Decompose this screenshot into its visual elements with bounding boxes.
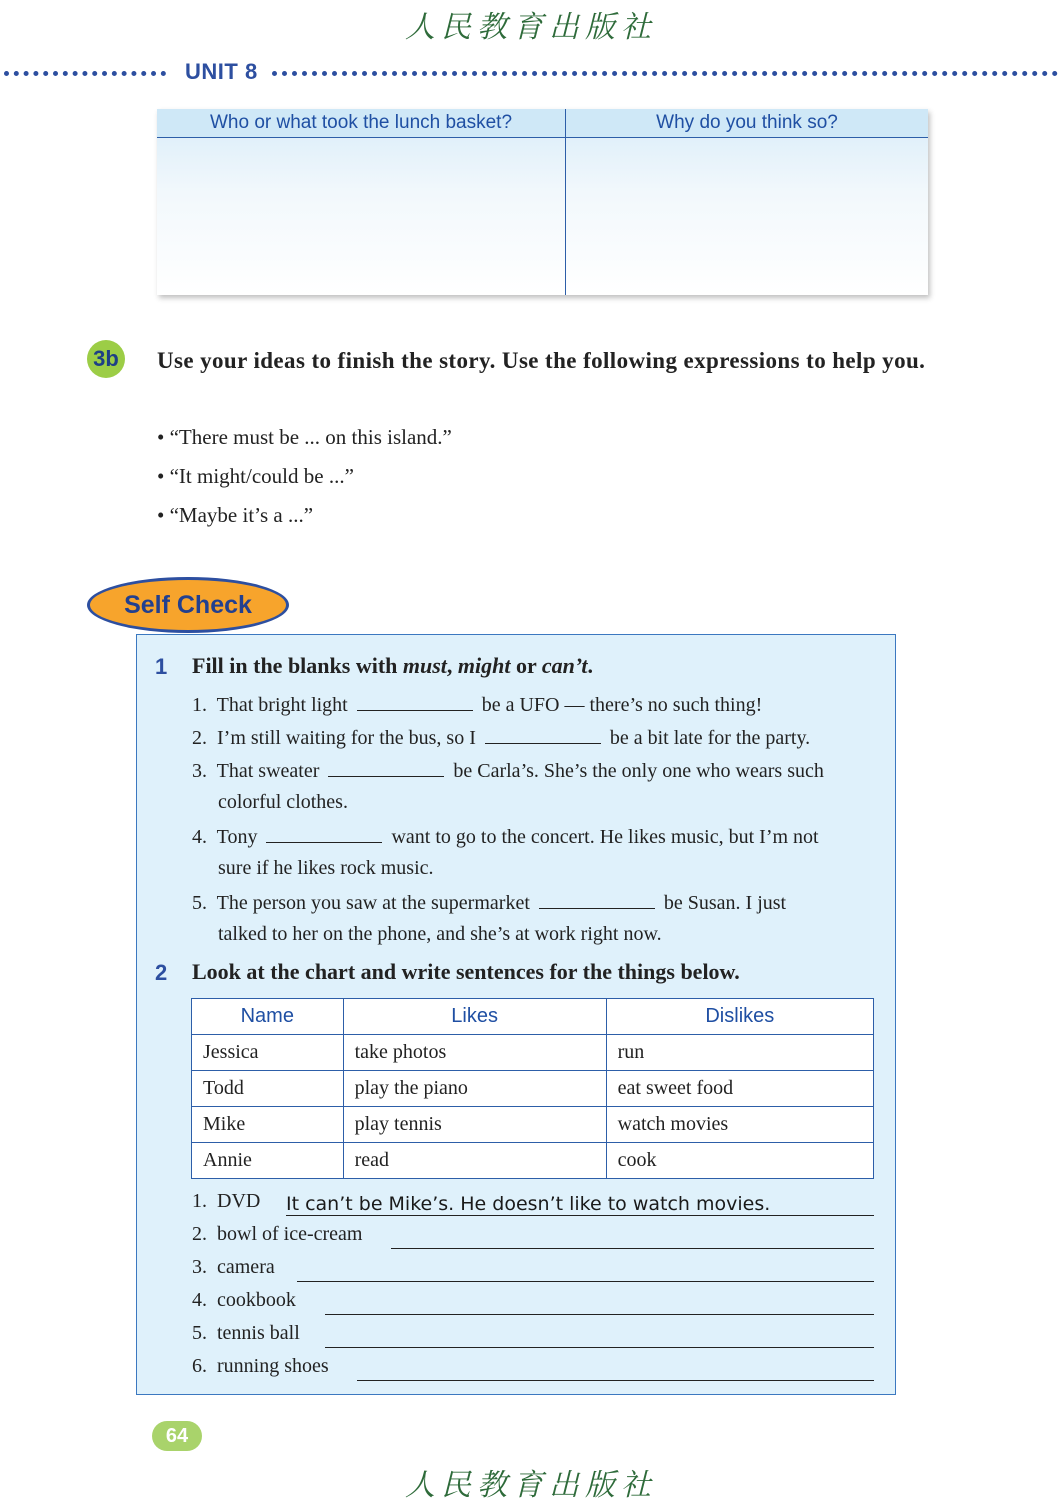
fill-blank[interactable]: [539, 890, 655, 909]
answer-row: [192, 1355, 329, 1378]
fill-blank[interactable]: [357, 692, 473, 711]
item-number: 2.: [192, 1223, 207, 1245]
chart-header-row: [192, 999, 874, 1035]
chart-cell-dislikes: eat sweet food: [606, 1071, 873, 1107]
answer-item-label: camera: [217, 1256, 275, 1278]
answer-line[interactable]: [325, 1314, 874, 1315]
item-continuation: sure if he likes rock music.: [218, 857, 434, 879]
header-dots-right: [272, 71, 1058, 76]
idea-col-who-header: Who or what took the lunch basket?: [157, 109, 565, 138]
answer-line[interactable]: [297, 1281, 874, 1282]
likes-dislikes-chart: [191, 998, 874, 1179]
unit-label: UNIT 8: [185, 59, 258, 84]
item-text-after: be Carla’s. She’s the only one who wears such: [453, 760, 824, 782]
exercise-1-title: [192, 653, 593, 679]
item-text-before: Tony: [216, 826, 258, 848]
expression-item: • “Maybe it’s a ...”: [157, 503, 314, 527]
answer-item-label: DVD: [217, 1190, 261, 1212]
chart-cell-dislikes: cook: [606, 1143, 873, 1179]
chart-cell-name: Jessica: [192, 1035, 344, 1071]
answer-item-label: running shoes: [217, 1355, 329, 1377]
table-row: [192, 1107, 874, 1143]
section-3b-instruction: Use your ideas to finish the story. Use the following expressions to help you.: [157, 348, 926, 373]
table-row: [192, 1035, 874, 1071]
answer-row: [192, 1223, 362, 1246]
expression-item: • “There must be ... on this island.”: [157, 425, 452, 449]
answer-line[interactable]: [357, 1380, 874, 1381]
chart-cell-name: Mike: [192, 1107, 344, 1143]
answer-item-label: bowl of ice-cream: [217, 1223, 363, 1245]
item-number: 4.: [192, 826, 207, 848]
item-text-after: be a UFO — there’s no such thing!: [481, 694, 763, 716]
exercise-2-number: 2: [155, 960, 168, 985]
chart-cell-likes: take photos: [343, 1035, 606, 1071]
item-number: 5.: [192, 892, 207, 914]
header-dots-left: [4, 71, 166, 76]
answer-item-label: tennis ball: [217, 1322, 300, 1344]
fill-blank[interactable]: [328, 758, 444, 777]
exercise-1-item: [192, 758, 824, 783]
item-text-before: The person you saw at the supermarket: [216, 892, 530, 914]
chart-header-name: Name: [192, 999, 344, 1035]
exercise-1-item: [192, 725, 810, 750]
answer-row: [192, 1190, 260, 1213]
exercise-1-item: [192, 890, 786, 915]
chart-cell-dislikes: watch movies: [606, 1107, 873, 1143]
chart-cell-likes: play tennis: [343, 1107, 606, 1143]
expression-item: • “It might/could be ...”: [157, 464, 354, 488]
exercise-1-item: [192, 824, 819, 849]
chart-header-likes: Likes: [343, 999, 606, 1035]
fill-blank[interactable]: [485, 725, 601, 744]
page-number: 64: [152, 1421, 202, 1451]
chart-cell-likes: play the piano: [343, 1071, 606, 1107]
exercise-1-item: [192, 692, 762, 717]
item-text-after: want to go to the concert. He likes music, but I’m not: [391, 826, 819, 848]
answer-item-label: cookbook: [217, 1289, 296, 1311]
exercise-1-number: 1: [155, 654, 168, 679]
item-number: 1.: [192, 694, 207, 716]
item-number: 1.: [192, 1190, 207, 1212]
item-number: 3.: [192, 1256, 207, 1278]
answer-line[interactable]: [286, 1215, 874, 1216]
publisher-watermark-top: 人民教育出版社: [405, 10, 657, 45]
answer-row: [192, 1289, 296, 1312]
table-row: [192, 1143, 874, 1179]
answer-row: [192, 1256, 275, 1279]
chart-cell-name: Todd: [192, 1071, 344, 1107]
item-number: 2.: [192, 727, 207, 749]
section-3b-badge: 3b: [87, 340, 125, 378]
example-answer: It can’t be Mike’s. He doesn’t like to watch movies.: [286, 1193, 771, 1215]
item-number: 6.: [192, 1355, 207, 1377]
chart-header-dislikes: Dislikes: [606, 999, 873, 1035]
chart-cell-dislikes: run: [606, 1035, 873, 1071]
publisher-watermark-bottom: 人民教育出版社: [405, 1468, 657, 1503]
chart-cell-name: Annie: [192, 1143, 344, 1179]
idea-col-why-header: Why do you think so?: [566, 109, 928, 138]
answer-line[interactable]: [391, 1248, 874, 1249]
chart-cell-likes: read: [343, 1143, 606, 1179]
fill-blank[interactable]: [266, 824, 382, 843]
item-text-after: be Susan. I just: [663, 892, 787, 914]
item-number: 4.: [192, 1289, 207, 1311]
idea-divider: [565, 109, 566, 295]
item-text-before: That bright light: [216, 694, 348, 716]
self-check-badge: Self Check: [87, 577, 289, 633]
exercise-2-title: Look at the chart and write sentences for the things below.: [192, 959, 740, 984]
item-text-before: I’m still waiting for the bus, so I: [217, 727, 476, 749]
table-row: [192, 1071, 874, 1107]
item-number: 3.: [192, 760, 207, 782]
exercise-1-title-text: Fill in the blanks with must, might or can’t.: [192, 653, 593, 678]
item-text-after: be a bit late for the party.: [609, 727, 811, 749]
answer-row: [192, 1322, 300, 1345]
item-number: 5.: [192, 1322, 207, 1344]
idea-table: [157, 109, 928, 295]
item-continuation: talked to her on the phone, and she’s at work right now.: [218, 923, 662, 945]
item-text-before: That sweater: [216, 760, 320, 782]
item-continuation: colorful clothes.: [218, 791, 348, 813]
answer-line[interactable]: [325, 1347, 874, 1348]
